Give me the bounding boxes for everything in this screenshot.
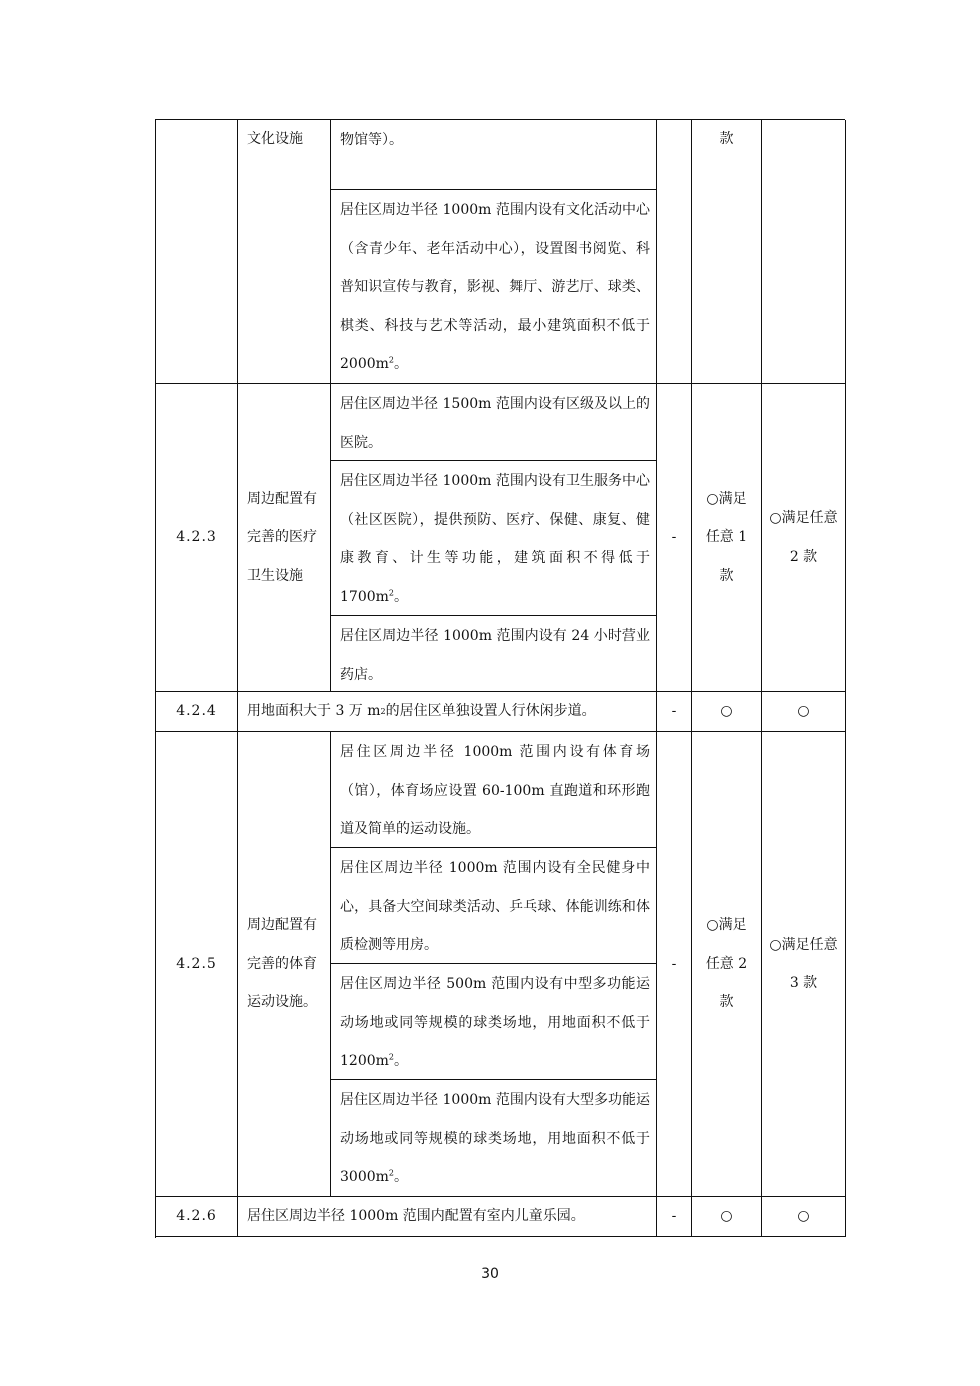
topic-cell-culture: 文化设施 bbox=[238, 120, 331, 384]
level2-cell-425: ○满足任意 3 款 bbox=[762, 732, 846, 1197]
level1-cell-425: ○满足任意 2 款 bbox=[692, 732, 762, 1197]
basic-cell-424: - bbox=[657, 692, 692, 732]
level2-cell-continued bbox=[762, 120, 846, 384]
level1-cell-423: ○满足任意 1 款 bbox=[692, 384, 762, 692]
level2-cell-424: ○ bbox=[762, 692, 846, 732]
item-425-3-text: 居住区周边半径 500m 范围内设有中型多功能运动场地或同等规模的球类场地，用地面积不低于 1200m bbox=[340, 976, 650, 1069]
item-culture-2: 居住区周边半径 1000m 范围内设有文化活动中心（含青少年、老年活动中心），设置图书阅览、科普知识宣传与教育，影视、舞厅、游艺厅、球类、棋类、科技与艺术等活动，最小建筑面积不低于 $2000m^2$。 bbox=[331, 190, 657, 384]
level2-cell-426: ○ bbox=[762, 1197, 846, 1237]
topic-text-423: 周边配置有完善的医疗卫生设施 bbox=[247, 490, 317, 584]
basic-cell-425: - bbox=[657, 732, 692, 1197]
item-423-2: 居住区周边半径 1000m 范围内设有卫生服务中心（社区医院），提供预防、医疗、保健、康复、健康教育、计生等功能，建筑面积不得低于 $1700m^2$。 bbox=[331, 461, 657, 616]
topic-text-425: 周边配置有完善的体育运动设施。 bbox=[247, 917, 317, 1011]
code-cell-423: 4.2.3 bbox=[156, 384, 238, 692]
basic-cell-423: - bbox=[657, 384, 692, 692]
item-423-1: 居住区周边半径 1500m 范围内设有区级及以上的医院。 bbox=[331, 384, 657, 461]
item-425-3: 居住区周边半径 500m 范围内设有中型多功能运动场地或同等规模的球类场地，用地面积不低于 $1200m^2$。 bbox=[331, 964, 657, 1080]
topic-cell-425 bbox=[238, 732, 331, 1197]
level1-cell-426: ○ bbox=[692, 1197, 762, 1237]
unit-superscript: 2 bbox=[388, 1168, 394, 1178]
text-cell-424: 用地面积大于 3 万 m 2 的居住区单独设置人行休闲步道。 bbox=[238, 692, 657, 732]
text-cell-426: 居住区周边半径 1000m 范围内配置有室内儿童乐园。 bbox=[238, 1197, 657, 1237]
level1-cell-424: ○ bbox=[692, 692, 762, 732]
level1-cell-continued: 款 bbox=[692, 120, 762, 384]
item-425-1: 居住区周边半径 1000m 范围内设有体育场（馆），体育场应设置 60-100m 直跑道和环形跑道及简单的运动设施。 bbox=[331, 732, 657, 848]
topic-cell-423 bbox=[238, 384, 331, 692]
item-425-2: 居住区周边半径 1000m 范围内设有全民健身中心，具备大空间球类活动、乒乓球、体能训练和体质检测等用房。 bbox=[331, 848, 657, 964]
code-cell-continued bbox=[156, 120, 238, 384]
unit-superscript: 2 bbox=[388, 587, 394, 597]
text-424-b: 的居住区单独设置人行休闲步道。 bbox=[385, 703, 596, 720]
basic-cell-426: - bbox=[657, 1197, 692, 1237]
level2-cell-423: ○满足任意 2 款 bbox=[762, 384, 846, 692]
item-culture-1: 物馆等）。 bbox=[331, 120, 657, 190]
unit-superscript: 2 bbox=[388, 355, 394, 365]
item-culture-2-text: 居住区周边半径 1000m 范围内设有文化活动中心（含青少年、老年活动中心），设置图书阅览、科普知识宣传与教育，影视、舞厅、游艺厅、球类、棋类、科技与艺术等活动，最小建筑面积不低于 2000m bbox=[340, 202, 650, 372]
page-number: 30 bbox=[481, 1266, 499, 1282]
unit-superscript: 2 bbox=[388, 1052, 394, 1062]
code-cell-425: 4.2.5 bbox=[156, 732, 238, 1197]
standards-table bbox=[155, 119, 845, 1238]
item-423-2-text: 居住区周边半径 1000m 范围内设有卫生服务中心（社区医院），提供预防、医疗、保健、康复、健康教育、计生等功能，建筑面积不得低于 1700m bbox=[340, 473, 650, 605]
item-425-4: 居住区周边半径 1000m 范围内设有大型多功能运动场地或同等规模的球类场地，用地面积不低于 $3000m^2$。 bbox=[331, 1080, 657, 1197]
code-cell-424: 4.2.4 bbox=[156, 692, 238, 732]
code-cell-426: 4.2.6 bbox=[156, 1197, 238, 1237]
item-423-3: 居住区周边半径 1000m 范围内设有 24 小时营业药店。 bbox=[331, 616, 657, 692]
text-424-a: 用地面积大于 3 万 m bbox=[247, 703, 381, 720]
basic-cell-continued bbox=[657, 120, 692, 384]
item-425-4-text: 居住区周边半径 1000m 范围内设有大型多功能运动场地或同等规模的球类场地，用地面积不低于 3000m bbox=[340, 1092, 650, 1185]
